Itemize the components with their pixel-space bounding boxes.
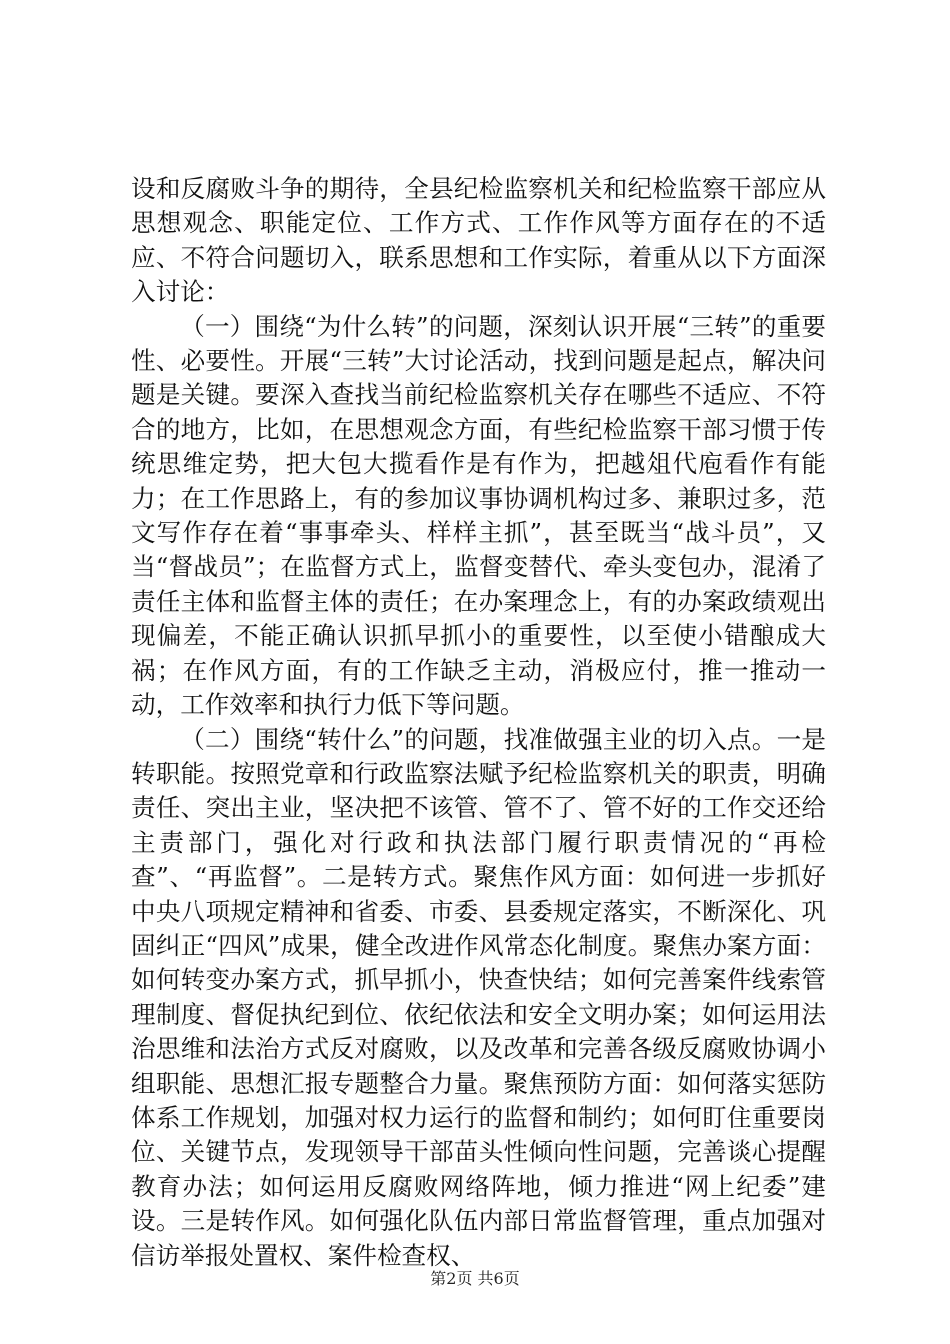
document-body [131,172,826,1273]
paragraph-section-2: （二）围绕“转什么”的问题，找准做强主业的切入点。一是转职能。按照党章和行政监察法赋予纪检监察机关的职责，明确责任、突出主业，坚决把不该管、管不了、管不好的工作交还给主责部门，强化对行政和执法部门履行职责情况的“再检查”、“再监督”。二是转方式。聚焦作风方面：如何进一步抓好中央八项规定精神和省委、市委、县委规定落实，不断深化、巩固纠正“四风”成果，健全改进作风常态化制度。聚焦办案方面：如何转变办案方式，抓早抓小，快查快结；如何完善案件线索管理制度、督促执纪到位、依纪依法和安全文明办案；如何运用法治思维和法治方式反对腐败，以及改革和完善各级反腐败协调小组职能、思想汇报专题整合力量。聚焦预防方面：如何落实惩防体系工作规划，加强对权力运行的监督和制约；如何盯住重要岗位、关键节点，发现领导干部苗头性倾向性问题，完善谈心提醒教育办法；如何运用反腐败网络阵地，倾力推进“网上纪委”建设。三是转作风。如何强化队伍内部日常监督管理，重点加强对信访举报处置权、案件检查权、 [131,724,826,1270]
paragraph-continuation: 设和反腐败斗争的期待，全县纪检监察机关和纪检监察干部应从思想观念、职能定位、工作方式、工作作风等方面存在的不适应、不符合问题切入，联系思想和工作实际，着重从以下方面深入讨论： [131,174,826,307]
paragraph-section-1: （一）围绕“为什么转”的问题，深刻认识开展“三转”的重要性、必要性。开展“三转”大讨论活动，找到问题是起点，解决问题是关键。要深入查找当前纪检监察机关存在哪些不适应、不符合的地方，比如，在思想观念方面，有些纪检监察干部习惯于传统思维定势，把大包大揽看作是有作为，把越俎代庖看作有能力；在工作思路上，有的参加议事协调机构过多、兼职过多，范文写作存在着“事事牵头、样样主抓”，甚至既当“战斗员”，又当“督战员”；在监督方式上，监督变替代、牵头变包办，混淆了责任主体和监督主体的责任；在办案理念上，有的办案政绩观出现偏差，不能正确认识抓早抓小的重要性，以至使小错酿成大祸；在作风方面，有的工作缺乏主动，消极应付，推一推动一动，工作效率和执行力低下等问题。 [131,311,826,720]
page-number-footer: 第2页 共6页 [430,1269,520,1288]
